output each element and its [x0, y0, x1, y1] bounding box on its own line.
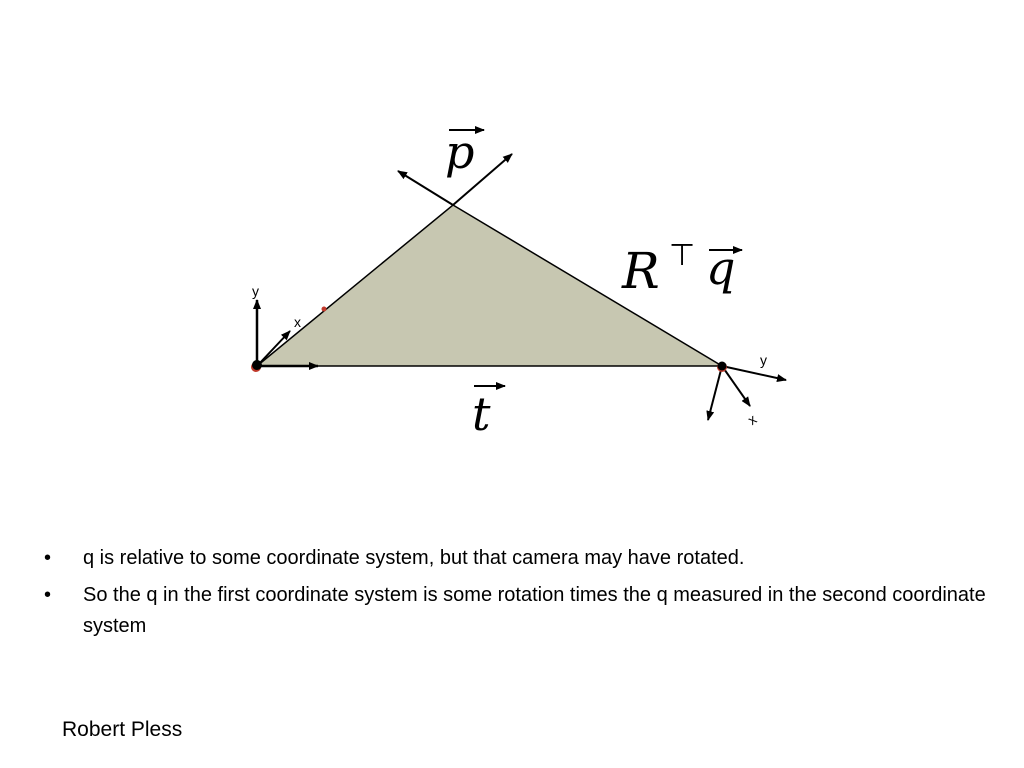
t-label-text: t [472, 387, 491, 441]
rq-vector-label [621, 238, 742, 300]
bullet-marker: • [44, 584, 52, 606]
author-footer: Robert Pless [62, 718, 183, 741]
cam1-point-marker [322, 307, 327, 312]
q-label-text: q [706, 241, 736, 295]
cam2-y-label: y [760, 352, 767, 368]
cam2-origin [718, 362, 727, 371]
cam1-y-label: y [252, 283, 259, 299]
t-vector-label [472, 386, 505, 441]
bullet-item [40, 580, 990, 642]
bullet-text: So the q in the first coordinate system is some rotation times the q measured in the second coordinate system [83, 584, 986, 637]
bullet-item [40, 543, 990, 574]
transpose-label-text: ⊤ [669, 238, 696, 273]
camera2-axes [708, 352, 786, 428]
p-vector-label [445, 125, 484, 179]
cam1-origin [252, 360, 262, 370]
r-label-text: R [622, 242, 660, 300]
p-label-text: p [445, 125, 475, 179]
bullet-marker: • [44, 547, 52, 569]
cam2-y-axis [722, 366, 786, 380]
cam2-z-axis [708, 366, 722, 420]
cam1-x-label: x [294, 314, 301, 330]
bullet-list [40, 543, 990, 648]
bullet-text: q is relative to some coordinate system, but that camera may have rotated. [83, 547, 745, 569]
cam2-x-label: x [744, 410, 760, 428]
